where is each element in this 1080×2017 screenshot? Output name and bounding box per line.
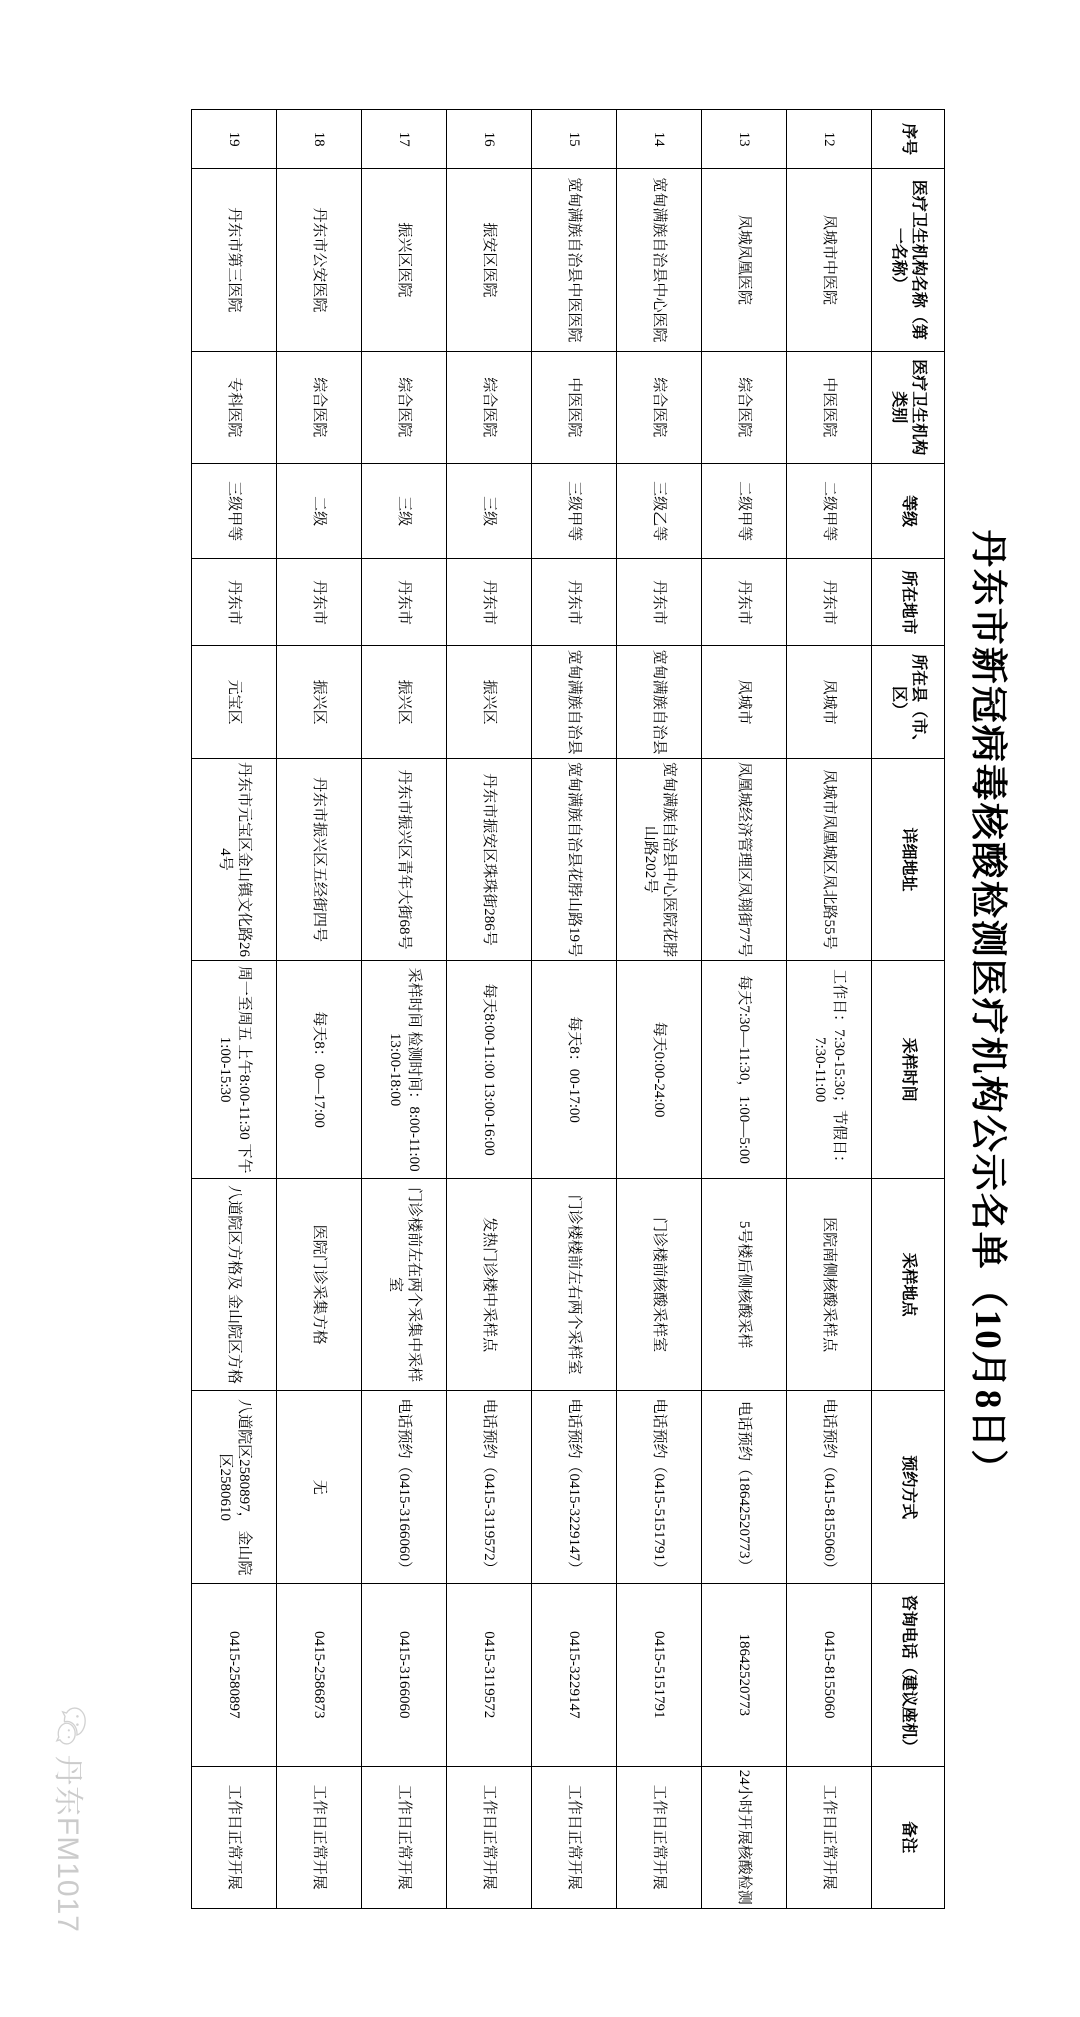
- table-row: [362, 109, 447, 1908]
- cell-note: 工作日正常开展: [362, 1766, 447, 1909]
- cell-sample-time: 每天8：00—17:00: [277, 960, 362, 1178]
- cell-phone: 0415-3229147: [532, 1583, 617, 1766]
- cell-sample-spot: 5号楼后侧核酸采样: [702, 1178, 787, 1391]
- cell-category: 中医医院: [532, 351, 617, 463]
- cell-phone: 0415-5151791: [617, 1583, 702, 1766]
- cell-sample-spot: 医院南侧核酸采样点: [787, 1178, 872, 1391]
- cell-note: 工作日正常开展: [617, 1766, 702, 1909]
- footer-brand: [49, 1705, 93, 1932]
- cell-city: 丹东市: [447, 558, 532, 645]
- cell-booking: 电话预约（0415-3119572）: [447, 1390, 532, 1583]
- cell-address: 凤凰城经济管理区凤翔街77号: [702, 758, 787, 961]
- cell-name: 凤城凤凰医院: [702, 168, 787, 351]
- table-row: [192, 109, 277, 1908]
- cell-category: 综合医院: [617, 351, 702, 463]
- cell-county: 元宝区: [192, 645, 277, 757]
- column-header-address: 详细地址: [872, 758, 945, 961]
- cell-name: 凤城市中医院: [787, 168, 872, 351]
- cell-note: 工作日正常开展: [787, 1766, 872, 1909]
- cell-sample-time: 采样时间 检测时间：8:00-11:00 13:00-18:00: [362, 960, 447, 1178]
- cell-county: 振兴区: [447, 645, 532, 757]
- cell-county: 振兴区: [277, 645, 362, 757]
- cell-county: 振兴区: [362, 645, 447, 757]
- cell-phone: 0415-8155060: [787, 1583, 872, 1766]
- column-header-note: 备注: [872, 1766, 945, 1909]
- cell-level: 三级乙等: [617, 463, 702, 558]
- cell-phone: 0415-3119572: [447, 1583, 532, 1766]
- cell-county: 宽甸满族自治县: [532, 645, 617, 757]
- column-header-level: 等级: [872, 463, 945, 558]
- cell-sample-spot: 门诊楼前核酸采样室: [617, 1178, 702, 1391]
- table-row: [702, 109, 787, 1908]
- cell-city: 丹东市: [362, 558, 447, 645]
- cell-note: 工作日正常开展: [447, 1766, 532, 1909]
- cell-address: 丹东市元宝区金山镇文化路264号: [192, 758, 277, 961]
- cell-category: 专科医院: [192, 351, 277, 463]
- cell-address: 凤城市凤凰城区凤北路55号: [787, 758, 872, 961]
- cell-level: 三级甲等: [192, 463, 277, 558]
- table-row: [447, 109, 532, 1908]
- cell-address: 宽甸满族自治县花脖山路19号: [532, 758, 617, 961]
- cell-level: 三级: [447, 463, 532, 558]
- cell-category: 综合医院: [362, 351, 447, 463]
- column-header-sample-time: 采样时间: [872, 960, 945, 1178]
- cell-name: 丹东市第三医院: [192, 168, 277, 351]
- cell-category: 综合医院: [447, 351, 532, 463]
- column-header-county: 所在县（市、区）: [872, 645, 945, 757]
- cell-index: 19: [192, 109, 277, 168]
- column-header-index: 序号: [872, 109, 945, 168]
- page-title: 丹东市新冠病毒核酸检测医疗机构公示名单（10月8日）: [967, 529, 1008, 1488]
- cell-city: 丹东市: [192, 558, 277, 645]
- column-header-booking: 预约方式: [872, 1390, 945, 1583]
- cell-phone: 0415-2586873: [277, 1583, 362, 1766]
- table-row: [617, 109, 702, 1908]
- cell-sample-spot: 医院门诊采集方格: [277, 1178, 362, 1391]
- cell-booking: 无: [277, 1390, 362, 1583]
- cell-sample-time: 每天8:00-11:00 13:00-16:00: [447, 960, 532, 1178]
- table-header-row: [872, 109, 945, 1908]
- cell-phone: 0415-2580897: [192, 1583, 277, 1766]
- cell-sample-time: 工作日：7:30-15:30；节假日：7:30-11:00: [787, 960, 872, 1178]
- cell-name: 振安区医院: [447, 168, 532, 351]
- cell-index: 12: [787, 109, 872, 168]
- cell-level: 二级: [277, 463, 362, 558]
- cell-index: 17: [362, 109, 447, 168]
- cell-city: 丹东市: [702, 558, 787, 645]
- document-sheet: [35, 59, 1045, 1959]
- cell-sample-spot: 发热门诊楼中采样点: [447, 1178, 532, 1391]
- table-row: [277, 109, 362, 1908]
- cell-booking: 八道院区2580897， 金山院区2580610: [192, 1390, 277, 1583]
- cell-name: 宽甸满族自治县中心医院: [617, 168, 702, 351]
- cell-name: 宽甸满族自治县中医医院: [532, 168, 617, 351]
- cell-category: 中医医院: [787, 351, 872, 463]
- cell-level: 二级甲等: [702, 463, 787, 558]
- cell-address: 丹东市振兴区五经街四号: [277, 758, 362, 961]
- cell-name: 丹东市公安医院: [277, 168, 362, 351]
- table-row: [787, 109, 872, 1908]
- cell-booking: 电话预约（0415-8155060）: [787, 1390, 872, 1583]
- cell-category: 综合医院: [702, 351, 787, 463]
- testing-facility-table: [191, 109, 945, 1909]
- cell-note: 工作日正常开展: [532, 1766, 617, 1909]
- cell-note: 24小时开展核酸检测: [702, 1766, 787, 1909]
- cell-city: 丹东市: [277, 558, 362, 645]
- cell-sample-time: 每天8：00-17:00: [532, 960, 617, 1178]
- cell-county: 凤城市: [702, 645, 787, 757]
- cell-county: 宽甸满族自治县: [617, 645, 702, 757]
- column-header-phone: 咨询电话（建议座机）: [872, 1583, 945, 1766]
- column-header-sample-spot: 采样地点: [872, 1178, 945, 1391]
- brand-label: 丹东FM1017: [51, 1754, 84, 1933]
- column-header-name: 医疗卫生机构名称（第一名称）: [872, 168, 945, 351]
- cell-sample-time: 每天0:00-24:00: [617, 960, 702, 1178]
- cell-booking: 电话预约（18642520773）: [702, 1390, 787, 1583]
- cell-booking: 电话预约（0415-3229147）: [532, 1390, 617, 1583]
- cell-note: 工作日正常开展: [192, 1766, 277, 1909]
- table-row: [532, 109, 617, 1908]
- cell-sample-spot: 八道院区方格及 金山院区方格: [192, 1178, 277, 1391]
- cell-city: 丹东市: [532, 558, 617, 645]
- cell-level: 三级: [362, 463, 447, 558]
- cell-address: 丹东市振兴区青年大街68号: [362, 758, 447, 961]
- cell-sample-spot: 门诊楼楼前左右两个采样室: [532, 1178, 617, 1391]
- wechat-icon: [54, 1705, 88, 1745]
- cell-phone: 18642520773: [702, 1583, 787, 1766]
- column-header-city: 所在地市: [872, 558, 945, 645]
- cell-sample-time: 周一至周五 上午8:00-11:30 下午1:00-15:30: [192, 960, 277, 1178]
- cell-index: 13: [702, 109, 787, 168]
- cell-sample-time: 每天7:30—11:30，1:00—5:00: [702, 960, 787, 1178]
- cell-city: 丹东市: [617, 558, 702, 645]
- cell-index: 18: [277, 109, 362, 168]
- cell-category: 综合医院: [277, 351, 362, 463]
- cell-booking: 电话预约（0415-3166060）: [362, 1390, 447, 1583]
- cell-booking: 电话预约（0415-5151791）: [617, 1390, 702, 1583]
- cell-county: 凤城市: [787, 645, 872, 757]
- cell-level: 二级甲等: [787, 463, 872, 558]
- cell-index: 15: [532, 109, 617, 168]
- cell-sample-spot: 门诊楼前左在两个采集中采样室: [362, 1178, 447, 1391]
- cell-address: 宽甸满族自治县中心医院花脖山路202号: [617, 758, 702, 961]
- cell-note: 工作日正常开展: [277, 1766, 362, 1909]
- cell-index: 16: [447, 109, 532, 168]
- cell-level: 三级甲等: [532, 463, 617, 558]
- cell-address: 丹东市振安区珠珠街286号: [447, 758, 532, 961]
- column-header-category: 医疗卫生机构类别: [872, 351, 945, 463]
- cell-index: 14: [617, 109, 702, 168]
- cell-phone: 0415-3166060: [362, 1583, 447, 1766]
- cell-name: 振兴区医院: [362, 168, 447, 351]
- cell-city: 丹东市: [787, 558, 872, 645]
